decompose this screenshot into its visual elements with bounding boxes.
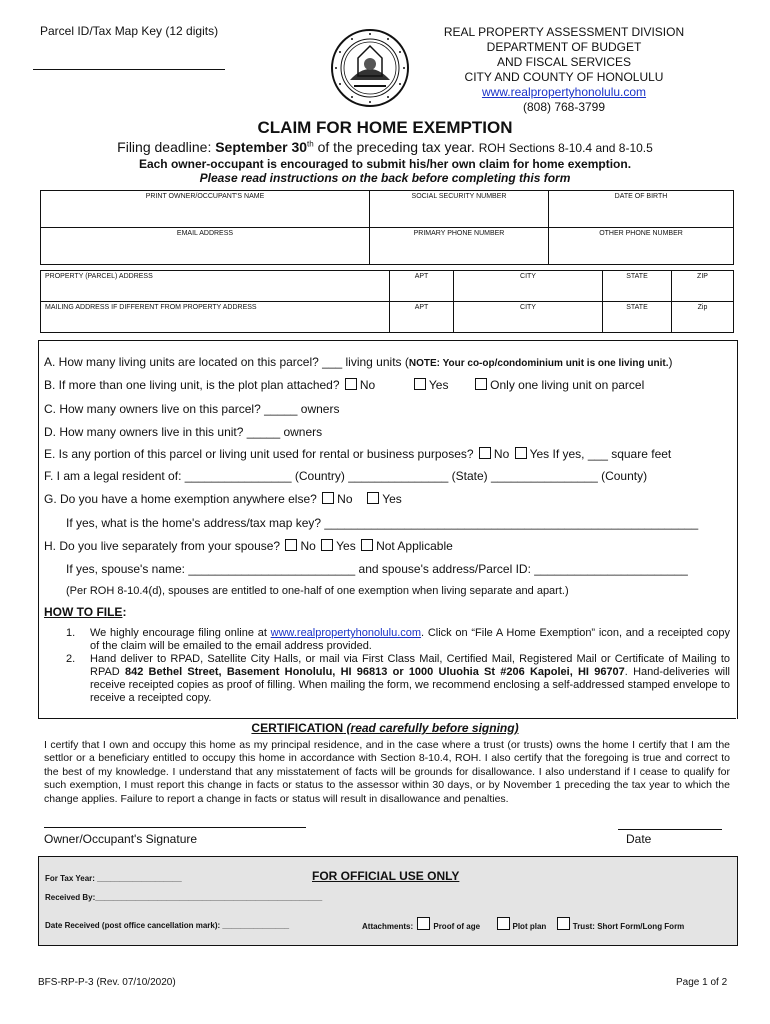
- zip-field[interactable]: ZIP: [672, 271, 734, 302]
- how-to-file-heading: HOW TO FILE:: [44, 605, 127, 619]
- question-d: D. How many owners live in this unit? _____ owners: [44, 425, 323, 439]
- mailing-apt-field[interactable]: APT: [390, 302, 454, 333]
- parcel-id-field[interactable]: [33, 69, 225, 70]
- property-address-field[interactable]: PROPERTY (PARCEL) ADDRESS: [41, 271, 390, 302]
- phone-number: (808) 768-3799: [522, 100, 606, 114]
- rental-no-checkbox[interactable]: [479, 447, 491, 459]
- separate-yes-checkbox[interactable]: [321, 539, 333, 551]
- signature-line[interactable]: [44, 827, 306, 828]
- question-a: A. How many living units are located on this parcel? ___ living units (NOTE: Your co-op/condominium unit is one living unit.): [44, 355, 673, 369]
- department-block: [430, 25, 698, 115]
- page-number: Page 1 of 2: [676, 977, 728, 988]
- plot-plan-checkbox[interactable]: [497, 917, 510, 930]
- mailing-zip-field[interactable]: Zip: [672, 302, 734, 333]
- dept-line: DEPARTMENT OF BUDGET: [486, 40, 642, 54]
- primary-phone-field[interactable]: PRIMARY PHONE NUMBER: [370, 228, 549, 265]
- certification-text: I certify that I own and occupy this home as my principal residence, and in the case where a trust (or trusts) owns the home I certify that I am the settlor or a beneficiary entitled to occupy this home in accordance with Section 8-10.4, ROH. I also certify that the foregoing is true and correct to the best of my knowledge. I understand that any misstatement of facts will be grounds for disallowance. I also understand if I cease to qualify for such exemption, I must report this change in facts or status to the assessor within 30 days, or by November 1 preceding the tax year to which the change applies. Failure to report a change in facts or status will result in disallowance and penalties.: [44, 739, 730, 805]
- certification-heading: CERTIFICATION (read carefully before signing): [251, 721, 519, 735]
- date-label: Date: [626, 832, 652, 846]
- tax-year-field: For Tax Year: ___________________: [45, 874, 182, 883]
- mailing-city-field[interactable]: CITY: [454, 302, 603, 333]
- rental-yes-checkbox[interactable]: [515, 447, 527, 459]
- attachments-row: Attachments: Proof of age Plot plan Trust: Short Form/Long Form: [362, 917, 684, 931]
- dept-line: CITY AND COUNTY OF HONOLULU: [464, 70, 664, 84]
- separate-no-checkbox[interactable]: [285, 539, 297, 551]
- date-line[interactable]: [618, 829, 722, 830]
- parcel-id-label: Parcel ID/Tax Map Key (12 digits): [40, 24, 219, 38]
- separate-na-checkbox[interactable]: [361, 539, 373, 551]
- city-seal: [330, 28, 410, 108]
- dept-line: REAL PROPERTY ASSESSMENT DIVISION: [443, 25, 685, 39]
- proof-of-age-checkbox[interactable]: [417, 917, 430, 930]
- plot-plan-yes-checkbox[interactable]: [414, 378, 426, 390]
- question-h-followup: If yes, spouse's name: _________________________ and spouse's address/Parcel ID: _______________________: [66, 562, 688, 576]
- form-title: CLAIM FOR HOME EXEMPTION: [257, 118, 513, 137]
- website-link[interactable]: www.realpropertyhonolulu.com: [481, 85, 647, 99]
- ssn-field[interactable]: SOCIAL SECURITY NUMBER: [370, 191, 549, 228]
- encourage-note: Each owner-occupant is encouraged to submit his/her own claim for home exemption.: [138, 157, 632, 171]
- certification-divider: [38, 718, 736, 719]
- question-c: C. How many owners live on this parcel? _____ owners: [44, 402, 340, 416]
- received-by-field: Received By:___________________________________________________: [45, 893, 323, 902]
- file-online-link[interactable]: www.realpropertyhonolulu.com: [270, 627, 422, 639]
- city-field[interactable]: CITY: [454, 271, 603, 302]
- other-exemption-no-checkbox[interactable]: [322, 492, 334, 504]
- signature-label: Owner/Occupant's Signature: [44, 832, 198, 846]
- question-f: F. I am a legal resident of: ________________ (Country) _______________ (State) ________________ (County): [44, 469, 648, 483]
- trust-form-checkbox[interactable]: [557, 917, 570, 930]
- address-table: [40, 270, 734, 333]
- question-e: E. Is any portion of this parcel or living unit used for rental or business purposes? No Yes If yes, ___ square feet: [44, 447, 672, 461]
- filing-deadline: Filing deadline: September 30th of the preceding tax year. ROH Sections 8-10.4 and 8-10.5: [117, 139, 653, 155]
- how-to-file-list: [66, 627, 730, 705]
- date-received-field: Date Received (post office cancellation mark): _______________: [45, 921, 290, 930]
- other-phone-field[interactable]: OTHER PHONE NUMBER: [549, 228, 734, 265]
- one-unit-checkbox[interactable]: [475, 378, 487, 390]
- owner-name-field[interactable]: PRINT OWNER/OCCUPANT'S NAME: [41, 191, 370, 228]
- question-h: H. Do you live separately from your spouse? No Yes Not Applicable: [44, 539, 453, 553]
- plot-plan-no-checkbox[interactable]: [345, 378, 357, 390]
- dept-line: AND FISCAL SERVICES: [496, 55, 632, 69]
- other-exemption-yes-checkbox[interactable]: [367, 492, 379, 504]
- question-b: B. If more than one living unit, is the plot plan attached? No Yes Only one living unit on parcel: [44, 378, 645, 392]
- state-field[interactable]: STATE: [603, 271, 672, 302]
- question-g-followup: If yes, what is the home's address/tax map key? ________________________________________________________: [66, 516, 699, 530]
- apt-field[interactable]: APT: [390, 271, 454, 302]
- owner-info-table: [40, 190, 734, 265]
- file-step-2: 2. Hand deliver to RPAD, Satellite City Halls, or mail via First Class Mail, Certified Mail, Registered Mail or Certificate of Mailing to RPAD 842 Bethel Street, Basement Honolulu, HI 96813 or 1000 Uluohia St #206 Kapolei, HI 96707. Hand-deliveries will receive receipted copies as proof of filling. When mailing the form, we recommend enclosing a self-addressed stamped envelope to receive a receipted copy.: [66, 653, 730, 704]
- dob-field[interactable]: DATE OF BIRTH: [549, 191, 734, 228]
- read-instructions: Please read instructions on the back before completing this form: [199, 171, 571, 185]
- file-step-1: 1. We highly encourage filing online at www.realpropertyhonolulu.com. Click on “File A Home Exemption” icon, and a receipted copy of the claim will be emailed to the email address provided.: [66, 627, 730, 652]
- question-g: G. Do you have a home exemption anywhere else? No Yes: [44, 492, 402, 506]
- email-field[interactable]: EMAIL ADDRESS: [41, 228, 370, 265]
- mailing-address-field[interactable]: MAILING ADDRESS IF DIFFERENT FROM PROPERTY ADDRESS: [41, 302, 390, 333]
- per-roh-note: (Per ROH 8-10.4(d), spouses are entitled to one-half of one exemption when living separate and apart.): [66, 585, 569, 597]
- mailing-state-field[interactable]: STATE: [603, 302, 672, 333]
- official-use-heading: FOR OFFICIAL USE ONLY: [312, 869, 460, 883]
- form-id: BFS-RP-P-3 (Rev. 07/10/2020): [38, 977, 176, 988]
